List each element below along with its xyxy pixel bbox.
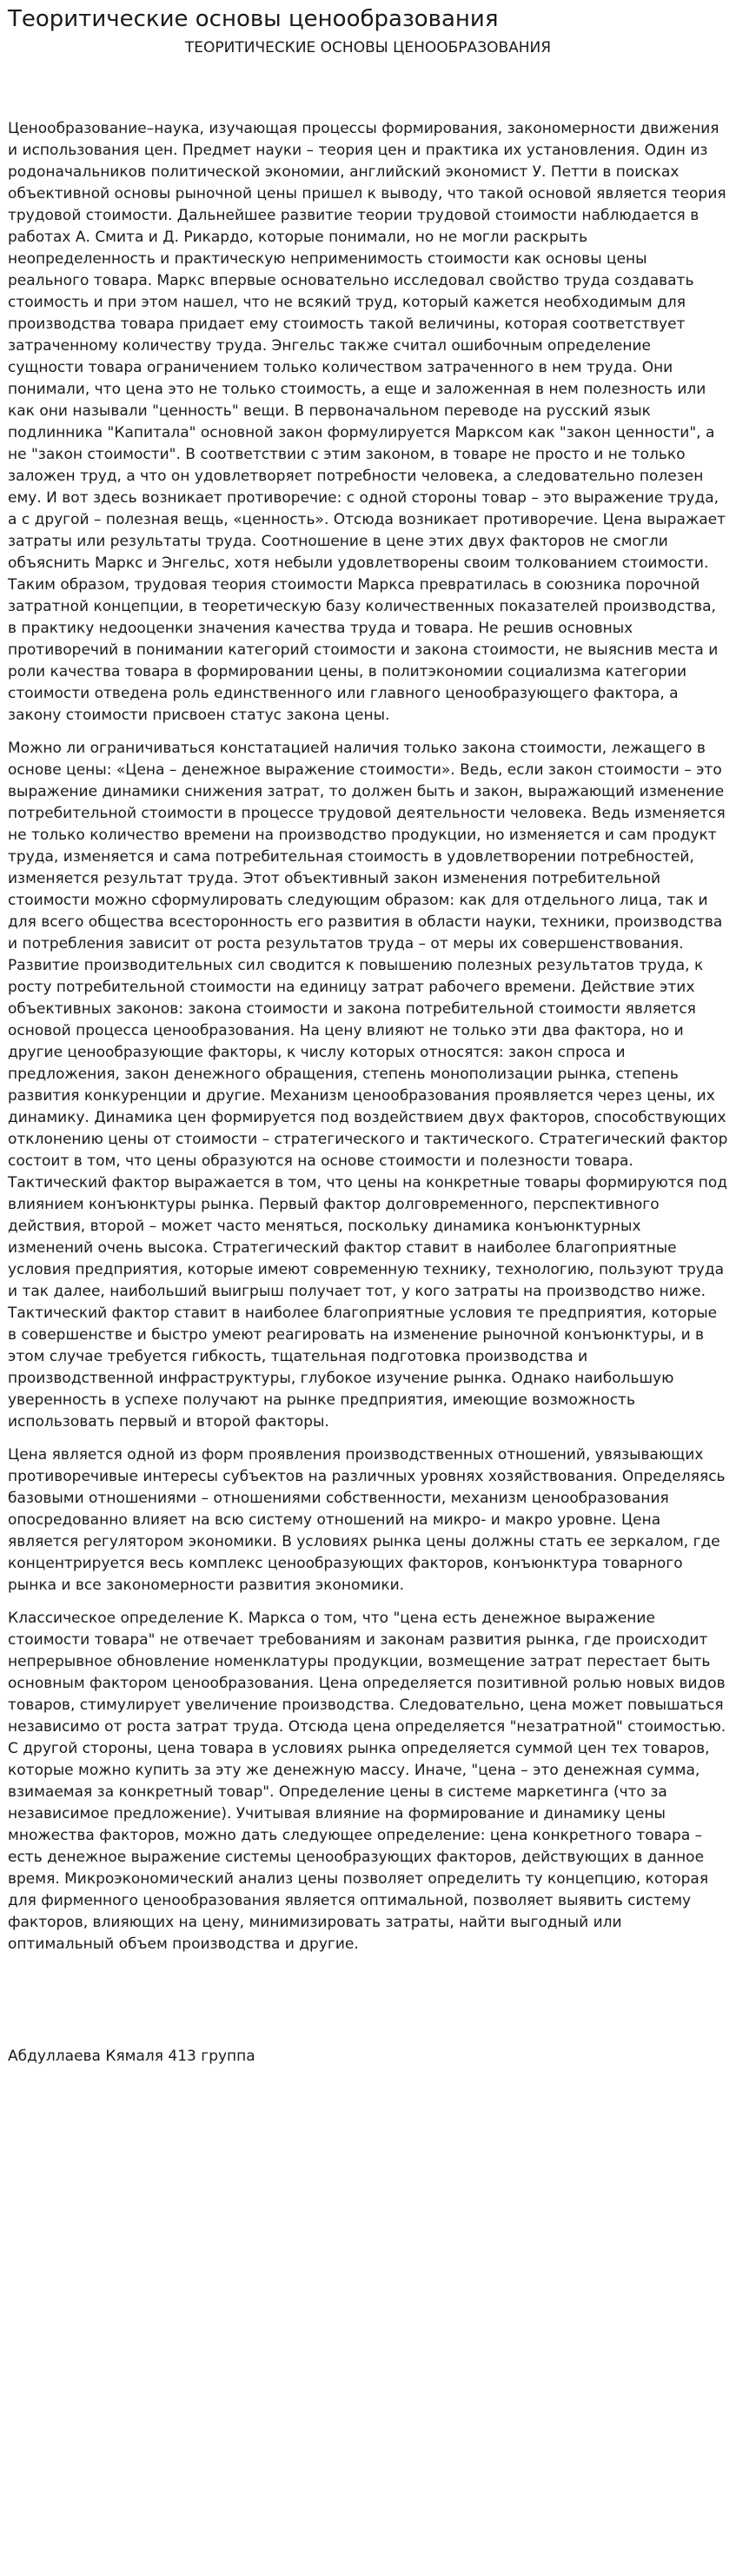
author-signature: Абдуллаева Кямаля 413 группа: [8, 2048, 255, 2065]
paragraph-3: Цена является одной из форм проявления производственных отношений, увязывающих противоречивые интересы субъектов на различных уровнях хозяйствования. Определяясь базовыми отношениями – отношениями собственности, механизм ценообразования опосредованно влияет на всю систему отношений на микро- и макро уровне. Цена является регулятором экономики. В условиях рынка цены должны стать ее зеркалом, где концентрируется весь комплекс ценообразующих факторов, конъюнктура товарного рынка и все закономерности развития экономики.: [8, 1446, 726, 1594]
paragraph-4: Классическое определение К. Маркса о том, что "цена есть денежное выражение стоимости товара" не отвечает требованиям и законам развития рынка, где происходит непрерывное обновление номенклатуры продукции, возмещение затрат перестает быть основным фактором ценообразования. Цена определяется позитивной ролью новых видов товаров, стимулирует увеличение производства. Следовательно, цена может повышаться независимо от роста затрат труда. Отсюда цена определяется "незатратной" стоимостью. С другой стороны, цена товара в условиях рынка определяется суммой цен тех товаров, которые можно купить за эту же денежную массу. Иначе, "цена – это денежная сумма, взимаемая за конкретный товар". Определение цены в системе маркетинга (что за независимое предложение). Учитывая влияние на формирование и динамику цены множества факторов, можно дать следующее определение: цена конкретного товара – есть денежное выражение системы ценообразующих факторов, действующих в данное время. Микроэкономический анализ цены позволяет определить ту концепцию, которая для фирменного ценообразования является оптимальной, позволяет выявить систему факторов, влияющих на цену, минимизировать затраты, найти выгодный или оптимальный объем производства и другие.: [8, 1610, 726, 1953]
paragraph-2: Можно ли ограничиваться констатацией наличия только закона стоимости, лежащего в основе цены: «Цена – денежное выражение стоимости». Ведь, если закон стоимости – это выражение динамики снижения затрат, то должен быть и закон, выражающий изменение потребительной стоимости в процессе трудовой деятельности человека. Ведь изменяется не только количество времени на производство продукции, но изменяется и сам продукт труда, изменяется и сама потребительная стоимость в удовлетворении потребностей, изменяется результат труда. Этот объективный закон изменения потребительной стоимости можно сформулировать следующим образом: как для отдельного лица, так и для всего общества всесторонность его развития в области науки, техники, производства и потребления зависит от роста результатов труда – от меры их совершенствования. Развитие производительных сил сводится к повышению полезных результатов труда, к росту потребительной стоимости на единицу затрат рабочего времени. Действие этих объективных законов: закона стоимости и закона потребительной стоимости является основой процесса ценообразования. На цену влияют не только эти два фактора, но и другие ценообразующие факторы, к числу которых относятся: закон спроса и предложения, закон денежного обращения, степень монополизации рынка, степень развития конкуренции и другие. Механизм ценообразования проявляется через цены, их динамику. Динамика цен формируется под воздействием двух факторов, способствующих отклонению цены от стоимости – стратегического и тактического. Стратегический фактор состоит в том, что цены образуются на основе стоимости и полезности товара. Тактический фактор выражается в том, что цены на конкретные товары формируются под влиянием конъюнктуры рынка. Первый фактор долговременного, перспективного действия, второй – может часто меняться, поскольку динамика конъюнктурных изменений очень высока. Стратегический фактор ставит в наиболее благоприятные условия предприятия, которые имеют современную технику, технологию, пользуют труда и так далее, наибольший выигрыш получает тот, у кого затраты на производство ниже. Тактический фактор ставит в наиболее благоприятные условия те предприятия, которые в совершенстве и быстро умеют реагировать на изменение рыночной конъюнктуры, и в этом случае требуется гибкость, тщательная подготовка производства и производственной инфраструктуры, глубокое изучение рынка. Однако наибольшую уверенность в успехе получают на рынке предприятия, имеющие возможность использовать первый и второй факторы.: [8, 740, 728, 1431]
document-subtitle: ТЕОРИТИЧЕСКИЕ ОСНОВЫ ЦЕНООБРАЗОВАНИЯ: [184, 39, 552, 56]
document-title: Теоритические основы ценообразования: [8, 6, 499, 32]
paragraph-1: Ценообразование–наука, изучающая процессы формирования, закономерности движения и использования цен. Предмет науки – теория цен и практика их установления. Один из родоначальников политической экономии, английский экономист У. Петти в поисках объективной основы рыночной цены пришел к выводу, что такой основой является теория трудовой стоимости. Дальнейшее развитие теории трудовой стоимости наблюдается в работах А. Смита и Д. Рикардо, которые понимали, но не могли раскрыть неопределенность и практическую неприменимость стоимости как основы цены реального товара. Маркс впервые основательно исследовал свойство труда создавать стоимость и при этом нашел, что не всякий труд, который кажется необходимым для производства товара придает ему стоимость такой величины, которая соответствует затраченному количеству труда. Энгельс также считал ошибочным определение сущности товара ограничением только количеством затраченного в нем труда. Они понимали, что цена это не только стоимость, а еще и заложенная в нем полезность или как они называли "ценность" вещи. В первоначальном переводе на русский язык подлинника "Капитала" основной закон формулируется Марксом как "закон ценности", а не "закон стоимости". В соответствии с этим законом, в товаре не просто и не только заложен труд, а что он удовлетворяет потребности человека, а следовательно полезен ему. И вот здесь возникает противоречие: с одной стороны товар – это выражение труда, а с другой – полезная вещь, «ценность». Отсюда возникает противоречие. Цена выражает затраты или результаты труда. Соотношение в цене этих двух факторов не смогли объяснить Маркс и Энгельс, хотя небыли удовлетворены своим толкованием стоимости. Таким образом, трудовая теория стоимости Маркса превратилась в союзника порочной затратной концепции, в теоретическую базу количественных показателей производства, в практику недооценки значения качества труда и товара. Не решив основных противоречий в понимании категорий стоимости и закона стоимости, не выяснив места и роли качества товара в формировании цены, в политэкономии социализма категории стоимости отведена роль единственного или главного ценообразующего фактора, а закону стоимости присвоен статус закона цены.: [8, 120, 726, 724]
